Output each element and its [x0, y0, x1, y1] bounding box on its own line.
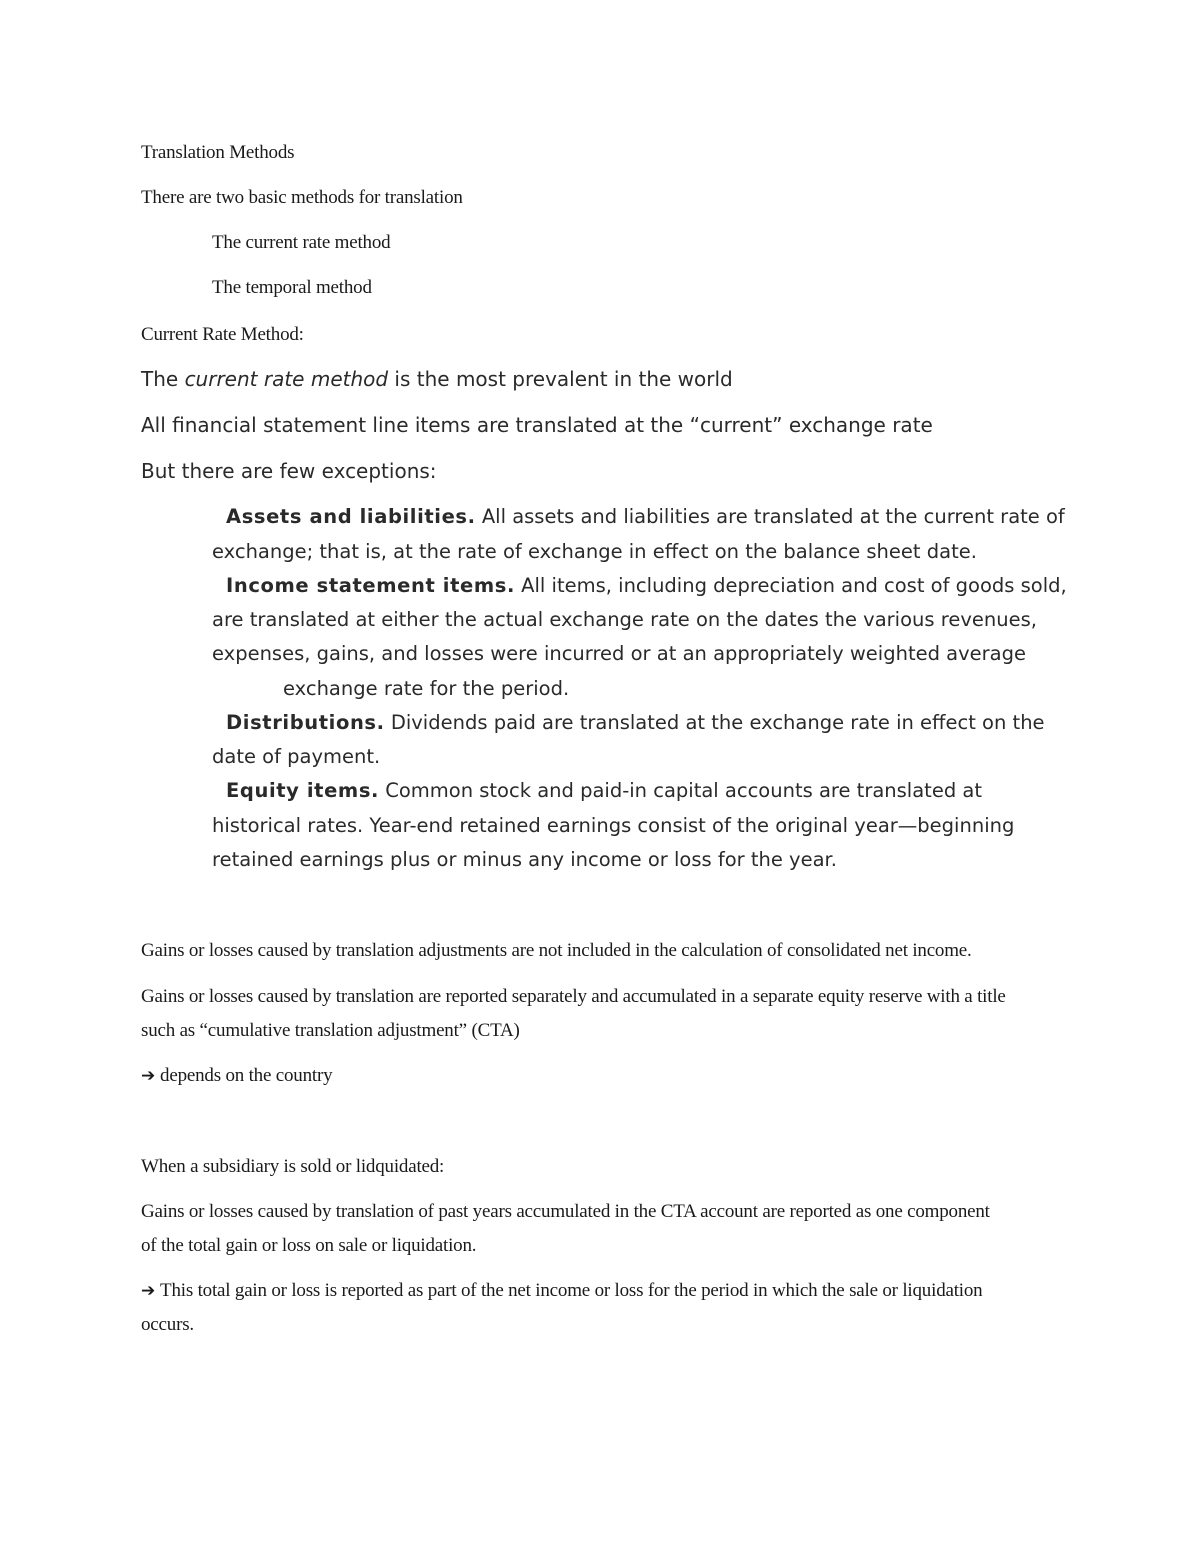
sold-paragraph-line1: Gains or losses caused by translation of past years accumulated in the CTA account are reported as one component	[141, 1201, 990, 1222]
sold-heading: When a subsidiary is sold or lidquidated:	[141, 1156, 445, 1177]
method-item-current-rate: The current rate method	[212, 232, 391, 253]
exception-equity-term: Equity items.	[226, 779, 380, 802]
exception-equity-line1: Equity items. Common stock and paid-in capital accounts are translated at	[226, 779, 982, 802]
exception-income-line3: expenses, gains, and losses were incurred or at an appropriately weighted average	[212, 642, 1027, 665]
crm-heading: Current Rate Method:	[141, 324, 304, 345]
exception-income-line1: Income statement items. All items, including depreciation and cost of goods sold,	[226, 574, 1067, 597]
gains-not-included-text: Gains or losses caused by translation adjustments are not included in the calculation of consolidated net income.	[141, 940, 972, 961]
exception-assets-term: Assets and liabilities.	[226, 505, 476, 528]
exception-distributions-line1: Distributions. Dividends paid are translated at the exchange rate in effect on the	[226, 711, 1045, 734]
arrow-right-icon: ➔	[141, 1281, 156, 1301]
sold-total-line2: occurs.	[141, 1314, 194, 1335]
exception-equity-line3: retained earnings plus or minus any income or loss for the year.	[212, 848, 837, 871]
arrow-right-icon: ➔	[141, 1066, 156, 1086]
exception-income-line2: are translated at either the actual exchange rate on the dates the various revenues,	[212, 608, 1037, 631]
sold-total-line1: ➔ This total gain or loss is reported as part of the net income or loss for the period in which the sale or liquidation	[141, 1280, 983, 1301]
exception-income-term: Income statement items.	[226, 574, 515, 597]
depends-note: ➔ depends on the country	[141, 1065, 333, 1086]
doc-title: Translation Methods	[141, 142, 295, 163]
gains-reported-line2: such as “cumulative translation adjustment” (CTA)	[141, 1020, 520, 1041]
method-item-temporal: The temporal method	[212, 277, 372, 298]
exception-assets-line2: exchange; that is, at the rate of exchange in effect on the balance sheet date.	[212, 540, 977, 563]
exception-income-line4: exchange rate for the period.	[283, 677, 570, 700]
crm-p1-italic-term: current rate method	[184, 367, 389, 391]
crm-paragraph-prevalent	[141, 367, 733, 391]
exception-assets-line1: Assets and liabilities. All assets and liabilities are translated at the current rate of	[226, 505, 1065, 528]
crm-p1-post: is the most prevalent in the world	[388, 367, 733, 391]
exception-equity-line2: historical rates. Year-end retained earnings consist of the original year—beginning	[212, 814, 1015, 837]
crm-paragraph-exceptions: But there are few exceptions:	[141, 459, 437, 483]
intro-text: There are two basic methods for translation	[141, 187, 463, 208]
crm-paragraph-current-rate: All financial statement line items are translated at the “current” exchange rate	[141, 413, 933, 437]
exception-distributions-line2: date of payment.	[212, 745, 381, 768]
sold-paragraph-line2: of the total gain or loss on sale or liquidation.	[141, 1235, 477, 1256]
gains-reported-line1: Gains or losses caused by translation are reported separately and accumulated in a separate equity reserve with a title	[141, 986, 1006, 1007]
crm-p1-pre: The	[141, 367, 185, 391]
exception-distributions-term: Distributions.	[226, 711, 385, 734]
